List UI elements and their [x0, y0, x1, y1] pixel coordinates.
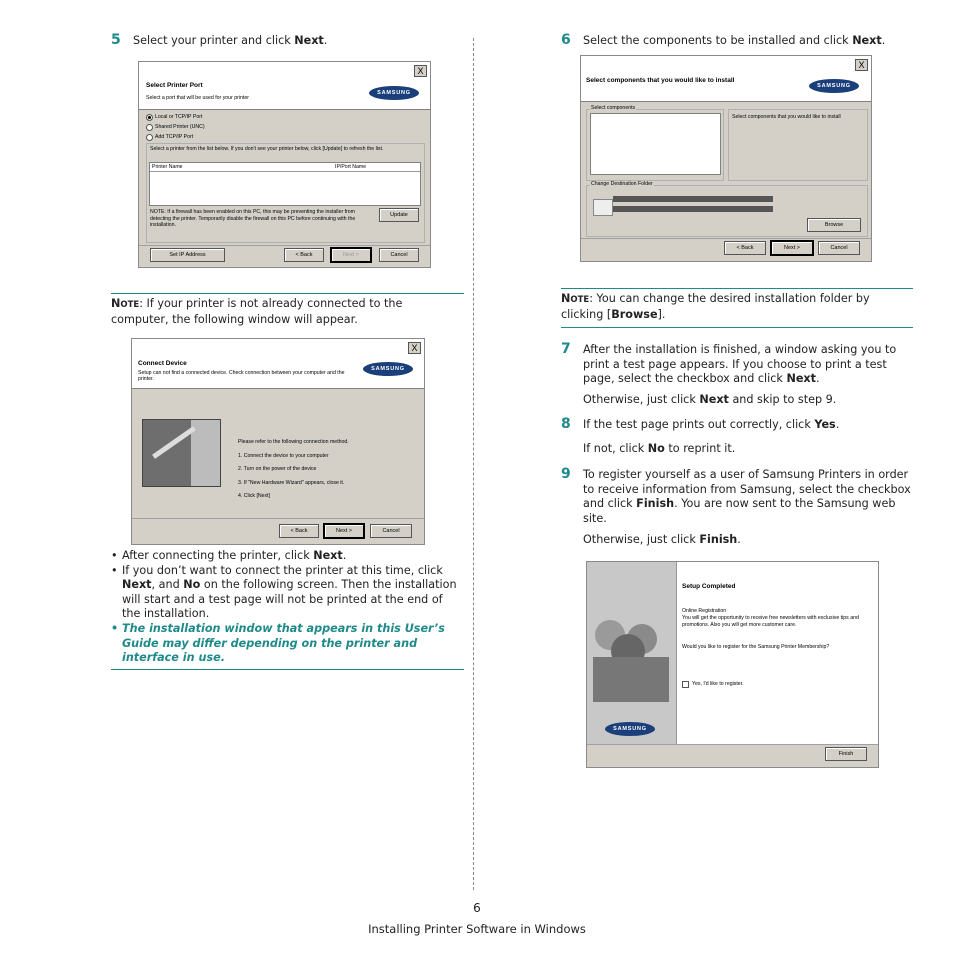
connection-step-3: 3. If "New Hardware Wizard" appears, close it. [238, 480, 345, 486]
step-9-number: 9 [561, 466, 571, 482]
step-5-number: 5 [111, 32, 121, 48]
window-title: Setup Completed [682, 583, 736, 590]
samsung-logo: SAMSUNG [363, 362, 413, 376]
back-button[interactable]: < Back [724, 241, 766, 255]
destination-path-bar-2 [613, 206, 773, 212]
destination-group-label: Change Destination Folder [591, 181, 653, 187]
connection-illustration [142, 419, 221, 487]
footer-separator [139, 245, 430, 246]
back-button[interactable]: < Back [279, 524, 319, 538]
table-header [150, 163, 420, 172]
next-button[interactable]: Next > [771, 241, 813, 255]
step-7-text: After the installation is finished, a window asking you to print a test page appears. If you choose to print a test page, select the checkbox and click Next. [583, 343, 897, 386]
connection-step-2: 2. Turn on the power of the device [238, 466, 317, 472]
samsung-logo: SAMSUNG [369, 86, 419, 100]
bullet-item-1: • After connecting the printer, click Next. [111, 549, 347, 562]
step-9-text: To register yourself as a user of Samsung Printers in order to receive information from Samsung, select the checkbox and click Finish. You are now sent to the Samsung web site. [583, 468, 911, 525]
select-components-window [580, 55, 872, 262]
page-number: 6 [473, 901, 481, 915]
step-8-text: If the test page prints out correctly, click Yes. [583, 418, 840, 431]
radio-add-label: Add TCP/IP Port [155, 134, 194, 140]
next-button[interactable]: Next > [331, 248, 371, 262]
folder-icon [593, 199, 613, 216]
printer-list-instruction: Select a printer from the list below. If you don't see your printer below, click [Update] to refresh the list. [150, 146, 384, 152]
components-list[interactable] [590, 113, 721, 175]
radio-local-label: Local or TCP/IP Port [155, 114, 203, 120]
note-rule-top [111, 293, 464, 294]
usb-cable-icon [152, 426, 196, 459]
setup-content-area [677, 562, 878, 744]
step-9-subtext: Otherwise, just click Finish. [583, 533, 741, 546]
window-subtitle: Select a port that will be used for your printer [146, 95, 249, 101]
step-8-number: 8 [561, 416, 571, 432]
step-6-text: Select the components to be installed and click Next. [583, 34, 886, 47]
samsung-logo: SAMSUNG [605, 722, 655, 736]
column-printer-name: Printer Name [152, 164, 183, 170]
column-ip-port: IP/Port Name [335, 164, 367, 170]
note-1-text: NOTE: If your printer is not already connected to the computer, the following window will appear. [111, 297, 403, 326]
set-ip-button[interactable]: Set IP Address [150, 248, 225, 262]
bullet-item-2: • If you don’t want to connect the printer at this time, click Next, and No on the following screen. Then the installation will start and a test page will not be printed at the end of the installation. [111, 563, 457, 621]
setup-side-panel [587, 562, 677, 744]
cancel-button[interactable]: Cancel [370, 524, 412, 538]
components-description: Select components that you would like to install [732, 114, 841, 120]
radio-add-tcpip[interactable] [146, 134, 153, 141]
note-2-rule-bottom [561, 327, 913, 328]
registration-text: You will get the opportunity to receive free newsletters with exclusive tips and promotions. Also you will get more customer care. [682, 615, 859, 628]
note-2-text: NOTE: You can change the desired installation folder by clicking [Browse]. [561, 292, 870, 321]
window-header [581, 56, 871, 102]
footer-separator [581, 238, 871, 239]
window-title: Connect Device [138, 360, 187, 367]
connect-device-window [131, 338, 425, 545]
note-rule-bottom [111, 669, 464, 670]
register-checkbox-label: Yes, I'd like to register. [692, 681, 744, 687]
connection-step-4: 4. Click [Next] [238, 493, 270, 499]
printer-list-table[interactable] [149, 162, 421, 206]
note-bullets [111, 549, 464, 666]
people-bodies-icon [593, 657, 669, 702]
select-printer-port-window [138, 61, 431, 268]
samsung-logo: SAMSUNG [809, 79, 859, 93]
step-8-subtext: If not, click No to reprint it. [583, 442, 736, 455]
step-7-subtext: Otherwise, just click Next and skip to step 9. [583, 393, 837, 406]
footer-separator [132, 518, 424, 519]
step-7-number: 7 [561, 341, 571, 357]
close-icon[interactable]: X [855, 59, 868, 71]
connection-step-1: 1. Connect the device to your computer [238, 453, 329, 459]
finish-button[interactable]: Finish [825, 747, 867, 761]
bullet-item-3: • The installation window that appears in this User’s Guide may differ depending on the printer and interface in use. [111, 621, 445, 665]
cancel-button[interactable]: Cancel [818, 241, 860, 255]
window-title: Select Printer Port [146, 82, 203, 89]
components-group-label: Select components [591, 105, 636, 111]
radio-shared-printer[interactable] [146, 124, 153, 131]
destination-path-bar [613, 196, 773, 202]
setup-completed-window [586, 561, 879, 768]
close-icon[interactable]: X [414, 65, 427, 77]
browse-button[interactable]: Browse [807, 218, 861, 232]
footer-separator [587, 744, 878, 745]
radio-shared-label: Shared Printer (UNC) [155, 124, 205, 130]
next-button[interactable]: Next > [324, 524, 364, 538]
window-header [132, 339, 424, 389]
back-button[interactable]: < Back [284, 248, 324, 262]
window-title: Select components that you would like to install [586, 77, 735, 84]
cancel-button[interactable]: Cancel [379, 248, 419, 262]
column-divider [473, 38, 474, 890]
update-button[interactable]: Update [379, 208, 419, 222]
page-footer-title: Installing Printer Software in Windows [368, 922, 586, 936]
registration-title: Online Registration [682, 608, 727, 614]
note-2-rule-top [561, 288, 913, 289]
step-5-text: Select your printer and click Next. [133, 34, 328, 47]
radio-local-port[interactable] [146, 114, 153, 121]
firewall-note: NOTE: If a firewall has been enabled on this PC, this may be preventing the installer from detecting the printer. Temporarily disable the firewall on this PC before continuing with the installation. [150, 209, 356, 228]
connection-intro: Please refer to the following connection method. [238, 439, 349, 445]
close-icon[interactable]: X [408, 342, 421, 354]
step-6-number: 6 [561, 32, 571, 48]
register-checkbox[interactable] [682, 681, 689, 688]
window-header [139, 62, 430, 110]
registration-question: Would you like to register for the Samsung Printer Membership? [682, 644, 830, 650]
window-subtitle: Setup can not find a connected device. Check connection between your computer and the printer. [138, 370, 345, 382]
